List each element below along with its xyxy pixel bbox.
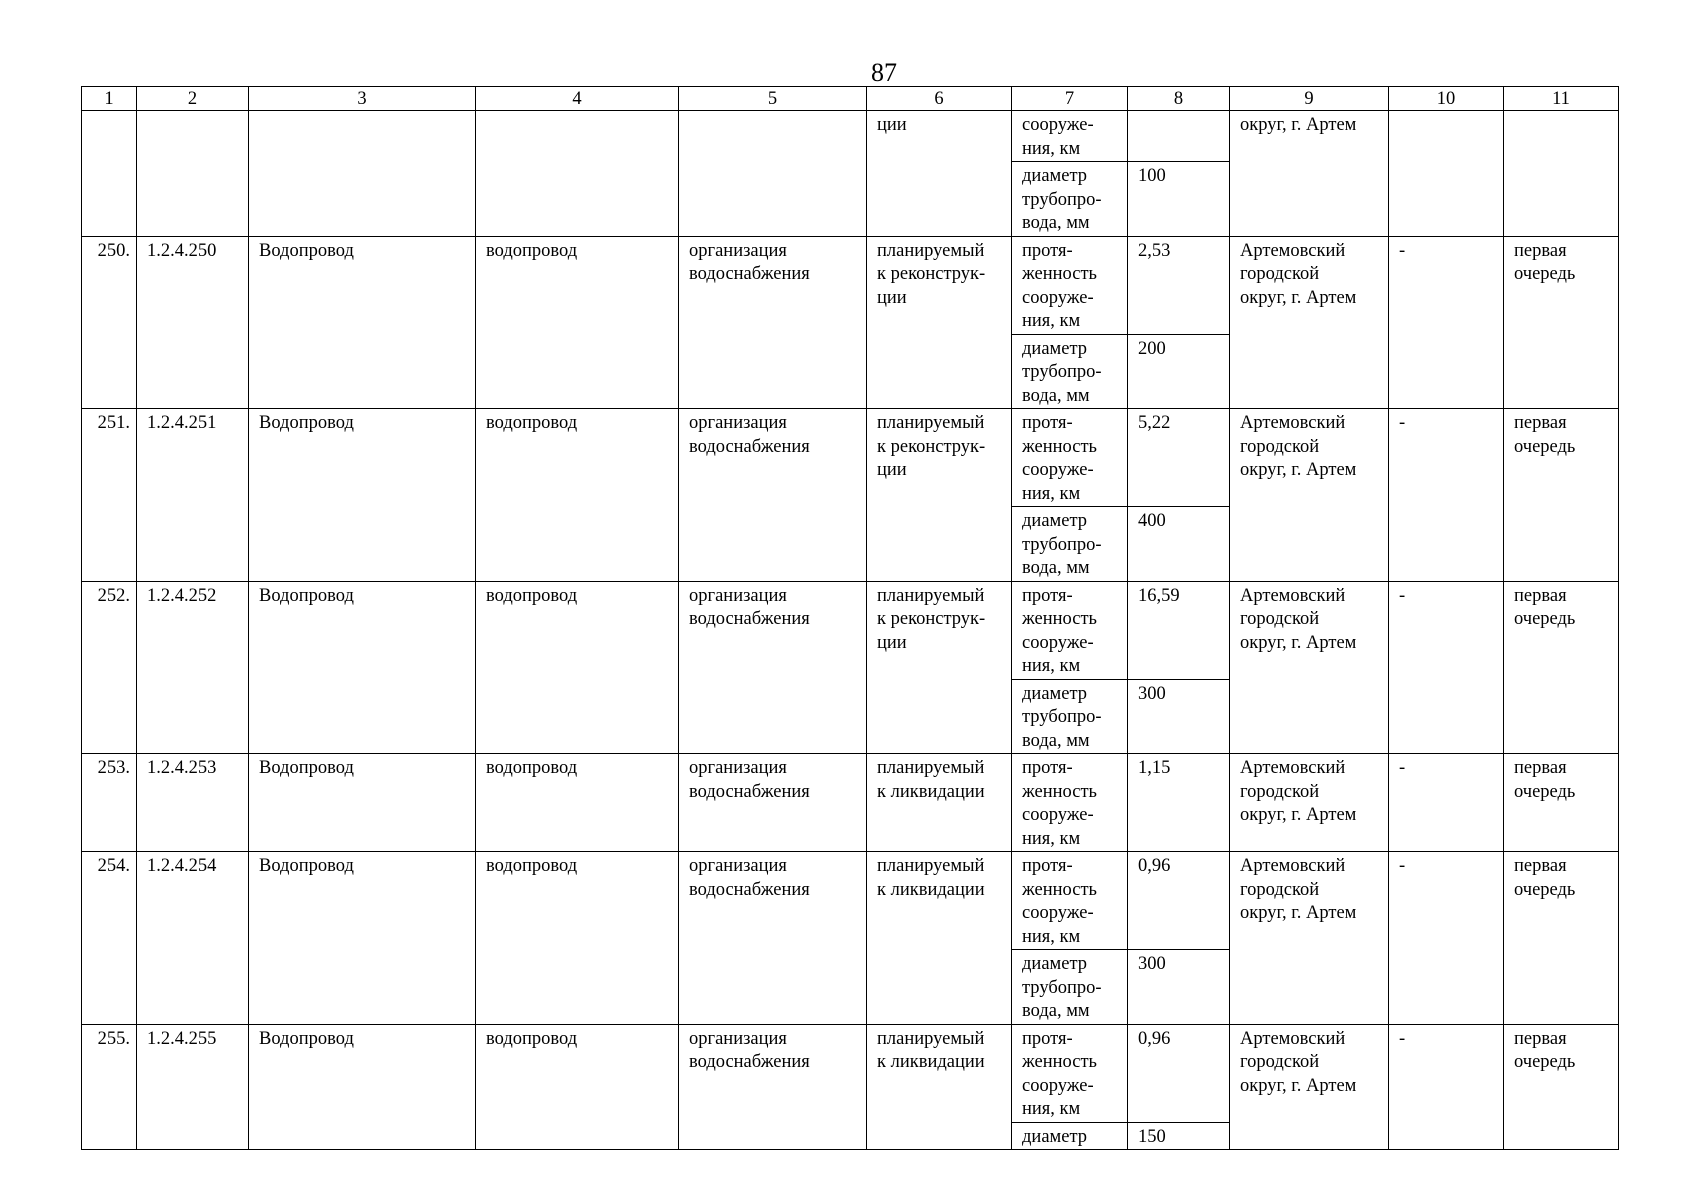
param-label-cell: диаметр трубопро- вода, мм xyxy=(1012,507,1128,582)
name-cell: Водопровод xyxy=(249,754,476,852)
row-number-cell: 254. xyxy=(82,852,137,1025)
param-label-cell: протя- женность сооруже- ния, км xyxy=(1012,754,1128,852)
column10-cell xyxy=(1389,111,1504,237)
param-label-cell: диаметр трубопро- вода, мм xyxy=(1012,679,1128,754)
column-header: 7 xyxy=(1012,87,1128,111)
param-value-cell: 300 xyxy=(1128,679,1230,754)
param-value-cell: 0,96 xyxy=(1128,1024,1230,1122)
param-value-cell: 0,96 xyxy=(1128,852,1230,950)
row-number-cell: 252. xyxy=(82,581,137,754)
stage-cell: первая очередь xyxy=(1504,1024,1619,1150)
type-cell: водопровод xyxy=(476,852,679,1025)
type-cell: водопровод xyxy=(476,754,679,852)
code-cell: 1.2.4.252 xyxy=(137,581,249,754)
type-cell: водопровод xyxy=(476,581,679,754)
column10-cell: - xyxy=(1389,1024,1504,1150)
table-row xyxy=(82,852,1619,950)
name-cell: Водопровод xyxy=(249,852,476,1025)
code-cell: 1.2.4.250 xyxy=(137,236,249,409)
param-label-cell: диаметр трубопро- вода, мм xyxy=(1012,950,1128,1025)
stage-cell: первая очередь xyxy=(1504,581,1619,754)
stage-cell: первая очередь xyxy=(1504,754,1619,852)
status-cell: планируемый к ликвидации xyxy=(867,1024,1012,1150)
column-header: 11 xyxy=(1504,87,1619,111)
table-row xyxy=(82,581,1619,679)
param-value-cell: 400 xyxy=(1128,507,1230,582)
data-table xyxy=(81,86,1619,1150)
stage-cell: первая очередь xyxy=(1504,236,1619,409)
name-cell xyxy=(249,111,476,237)
purpose-cell: организация водоснабжения xyxy=(679,754,867,852)
param-value-cell: 300 xyxy=(1128,950,1230,1025)
param-value-cell: 16,59 xyxy=(1128,581,1230,679)
purpose-cell: организация водоснабжения xyxy=(679,409,867,582)
purpose-cell: организация водоснабжения xyxy=(679,581,867,754)
column10-cell: - xyxy=(1389,754,1504,852)
column10-cell: - xyxy=(1389,409,1504,582)
table-row xyxy=(82,1024,1619,1122)
table-row xyxy=(82,236,1619,334)
column-header: 8 xyxy=(1128,87,1230,111)
param-value-cell: 5,22 xyxy=(1128,409,1230,507)
status-cell: планируемый к реконструк- ции xyxy=(867,581,1012,754)
column-header: 9 xyxy=(1230,87,1389,111)
param-label-cell: протя- женность сооруже- ния, км xyxy=(1012,1024,1128,1122)
param-value-cell: 100 xyxy=(1128,162,1230,237)
param-value-cell xyxy=(1128,111,1230,162)
column-header: 5 xyxy=(679,87,867,111)
param-label-cell: диаметр xyxy=(1012,1122,1128,1150)
location-cell: Артемовский городской округ, г. Артем xyxy=(1230,581,1389,754)
param-value-cell: 2,53 xyxy=(1128,236,1230,334)
code-cell: 1.2.4.253 xyxy=(137,754,249,852)
type-cell xyxy=(476,111,679,237)
row-number-cell: 250. xyxy=(82,236,137,409)
name-cell: Водопровод xyxy=(249,1024,476,1150)
status-cell: планируемый к реконструк- ции xyxy=(867,236,1012,409)
column10-cell: - xyxy=(1389,852,1504,1025)
type-cell: водопровод xyxy=(476,1024,679,1150)
purpose-cell: организация водоснабжения xyxy=(679,852,867,1025)
stage-cell: первая очередь xyxy=(1504,409,1619,582)
column-header: 2 xyxy=(137,87,249,111)
row-number-cell: 255. xyxy=(82,1024,137,1150)
param-value-cell: 1,15 xyxy=(1128,754,1230,852)
status-cell: планируемый к ликвидации xyxy=(867,852,1012,1025)
param-label-cell: протя- женность сооруже- ния, км xyxy=(1012,581,1128,679)
status-cell: ции xyxy=(867,111,1012,237)
param-label-cell: диаметр трубопро- вода, мм xyxy=(1012,162,1128,237)
column-header: 3 xyxy=(249,87,476,111)
param-label-cell: протя- женность сооруже- ния, км xyxy=(1012,409,1128,507)
code-cell: 1.2.4.251 xyxy=(137,409,249,582)
column-header: 10 xyxy=(1389,87,1504,111)
name-cell: Водопровод xyxy=(249,581,476,754)
location-cell: Артемовский городской округ, г. Артем xyxy=(1230,236,1389,409)
row-number-cell: 251. xyxy=(82,409,137,582)
location-cell: Артемовский городской округ, г. Артем xyxy=(1230,1024,1389,1150)
code-cell xyxy=(137,111,249,237)
param-label-cell: протя- женность сооруже- ния, км xyxy=(1012,852,1128,950)
status-cell: планируемый к ликвидации xyxy=(867,754,1012,852)
column10-cell: - xyxy=(1389,236,1504,409)
location-cell: округ, г. Артем xyxy=(1230,111,1389,237)
code-cell: 1.2.4.254 xyxy=(137,852,249,1025)
type-cell: водопровод xyxy=(476,236,679,409)
page-number: 87 xyxy=(871,58,897,87)
purpose-cell: организация водоснабжения xyxy=(679,1024,867,1150)
param-label-cell: диаметр трубопро- вода, мм xyxy=(1012,334,1128,409)
stage-cell: первая очередь xyxy=(1504,852,1619,1025)
name-cell: Водопровод xyxy=(249,409,476,582)
table-row xyxy=(82,111,1619,162)
location-cell: Артемовский городской округ, г. Артем xyxy=(1230,409,1389,582)
column-header: 4 xyxy=(476,87,679,111)
param-label-cell: протя- женность сооруже- ния, км xyxy=(1012,236,1128,334)
column-header: 6 xyxy=(867,87,1012,111)
purpose-cell xyxy=(679,111,867,237)
table-row xyxy=(82,409,1619,507)
status-cell: планируемый к реконструк- ции xyxy=(867,409,1012,582)
type-cell: водопровод xyxy=(476,409,679,582)
location-cell: Артемовский городской округ, г. Артем xyxy=(1230,754,1389,852)
row-number-cell: 253. xyxy=(82,754,137,852)
purpose-cell: организация водоснабжения xyxy=(679,236,867,409)
stage-cell xyxy=(1504,111,1619,237)
table-row xyxy=(82,754,1619,852)
param-value-cell: 150 xyxy=(1128,1122,1230,1150)
param-label-cell: сооруже- ния, км xyxy=(1012,111,1128,162)
location-cell: Артемовский городской округ, г. Артем xyxy=(1230,852,1389,1025)
name-cell: Водопровод xyxy=(249,236,476,409)
column10-cell: - xyxy=(1389,581,1504,754)
param-value-cell: 200 xyxy=(1128,334,1230,409)
row-number-cell xyxy=(82,111,137,237)
header-row xyxy=(82,87,1619,111)
code-cell: 1.2.4.255 xyxy=(137,1024,249,1150)
column-header: 1 xyxy=(82,87,137,111)
